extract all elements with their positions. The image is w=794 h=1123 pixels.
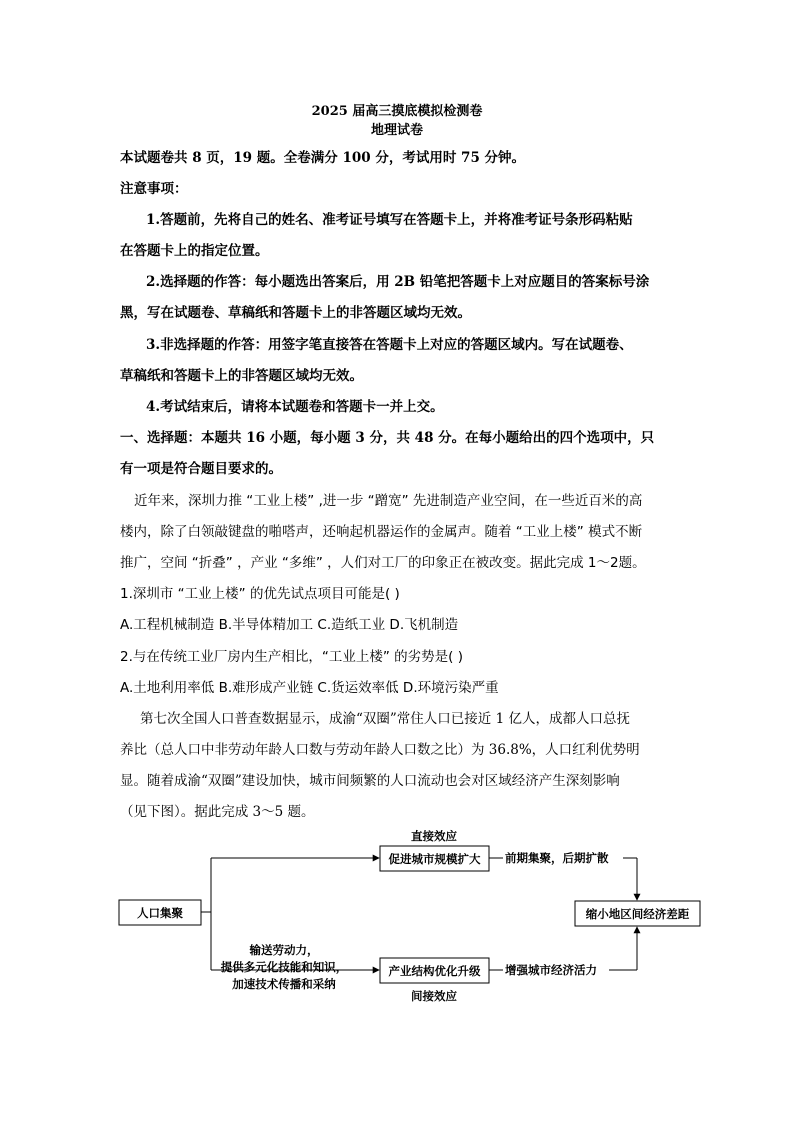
notice-heading: 注意事项：	[120, 181, 188, 197]
passage1-line-3: 推广，空间 “折叠” ，产业 “多维” ，人们对工厂的印象正在被改变。据此完成 1～2题。	[120, 555, 646, 571]
top-arrow-label: 前期集聚，后期扩散	[505, 851, 609, 865]
bottom-arrow-label: 增强城市经济活力	[505, 963, 597, 977]
question-2-stem: 2.与在传统工业厂房内生产相比，“工业上楼” 的劣势是( )	[120, 649, 463, 665]
reduce-gap-label: 缩小地区间经济差距	[585, 907, 690, 921]
question-2-options: A.土地利用率低 B.难形成产业链 C.货运效率低 D.环境污染严重	[120, 680, 499, 696]
notice-item-1-cont: 在答题卡上的指定位置。	[120, 243, 269, 259]
industry-upgrade-label: 产业结构优化升级	[388, 964, 481, 978]
population-box-label: 人口集聚	[137, 906, 183, 920]
notice-item-3: 3.非选择题的作答：用签字笔直接答在答题卡上对应的答题区域内。写在试题卷、	[146, 337, 633, 353]
question-1-stem: 1.深圳市 “工业上楼” 的优先试点项目可能是( )	[120, 586, 400, 602]
section-heading: 一、选择题：本题共 16 小题，每小题 3 分，共 48 分。在每小题给出的四个选项中，只	[120, 430, 655, 446]
notice-item-3-cont: 草稿纸和答题卡上的非答题区域均无效。	[120, 368, 363, 384]
passage2-line-2: 养比（总人口中非劳动年龄人口数与劳动年龄人口数之比）为 36.8%，人口红利优势明	[120, 742, 640, 758]
notice-item-2-cont: 黑，写在试题卷、草稿纸和答题卡上的非答题区域均无效。	[120, 305, 471, 321]
passage2-line-4: （见下图）。据此完成 3～5 题。	[120, 804, 315, 820]
indirect-note-3: 加速技术传播和采纳	[232, 977, 336, 991]
passage2-line-1: 第七次全国人口普查数据显示，成渝“双圈”常住人口已接近 1 亿人，成都人口总抚	[140, 711, 630, 727]
indirect-note-2: 提供多元化技能和知识，	[220, 960, 348, 974]
notice-item-2: 2.选择题的作答：每小题选出答案后，用 2B 铅笔把答题卡上对应题目的答案标号涂	[146, 274, 650, 290]
intro-line: 本试题卷共 8 页，19 题。全卷满分 100 分，考试用时 75 分钟。	[120, 150, 526, 166]
notice-item-4: 4.考试结束后，请将本试题卷和答题卡一并上交。	[146, 399, 444, 415]
question-1-options: A.工程机械制造 B.半导体精加工 C.造纸工业 D.飞机制造	[120, 617, 459, 633]
direct-effect-label: 直接效应	[411, 829, 457, 843]
indirect-effect-label: 间接效应	[411, 989, 457, 1003]
indirect-note-1: 输送劳动力，	[249, 943, 319, 957]
notice-item-1: 1.答题前，先将自己的姓名、准考证号填写在答题卡上，并将准考证号条形码粘贴	[146, 212, 633, 228]
passage2-line-3: 显。随着成渝“双圈”建设加快，城市间频繁的人口流动也会对区域经济产生深刻影响	[120, 773, 620, 789]
passage1-line-1: 近年来，深圳力推 “工业上楼” ,进一步 “蹭宽” 先进制造产业空间，在一些近百米的高	[134, 493, 643, 509]
city-scale-label: 促进城市规模扩大	[388, 852, 481, 866]
exam-subtitle: 地理试卷	[370, 123, 423, 138]
passage1-line-2: 楼内，除了白领敲键盘的啪嗒声，还响起机器运作的金属声。随着 “工业上楼” 模式不断	[120, 524, 643, 540]
exam-title: 2025 届高三摸底模拟检测卷	[311, 104, 483, 119]
section-heading-cont: 有一项是符合题目要求的。	[120, 461, 282, 477]
